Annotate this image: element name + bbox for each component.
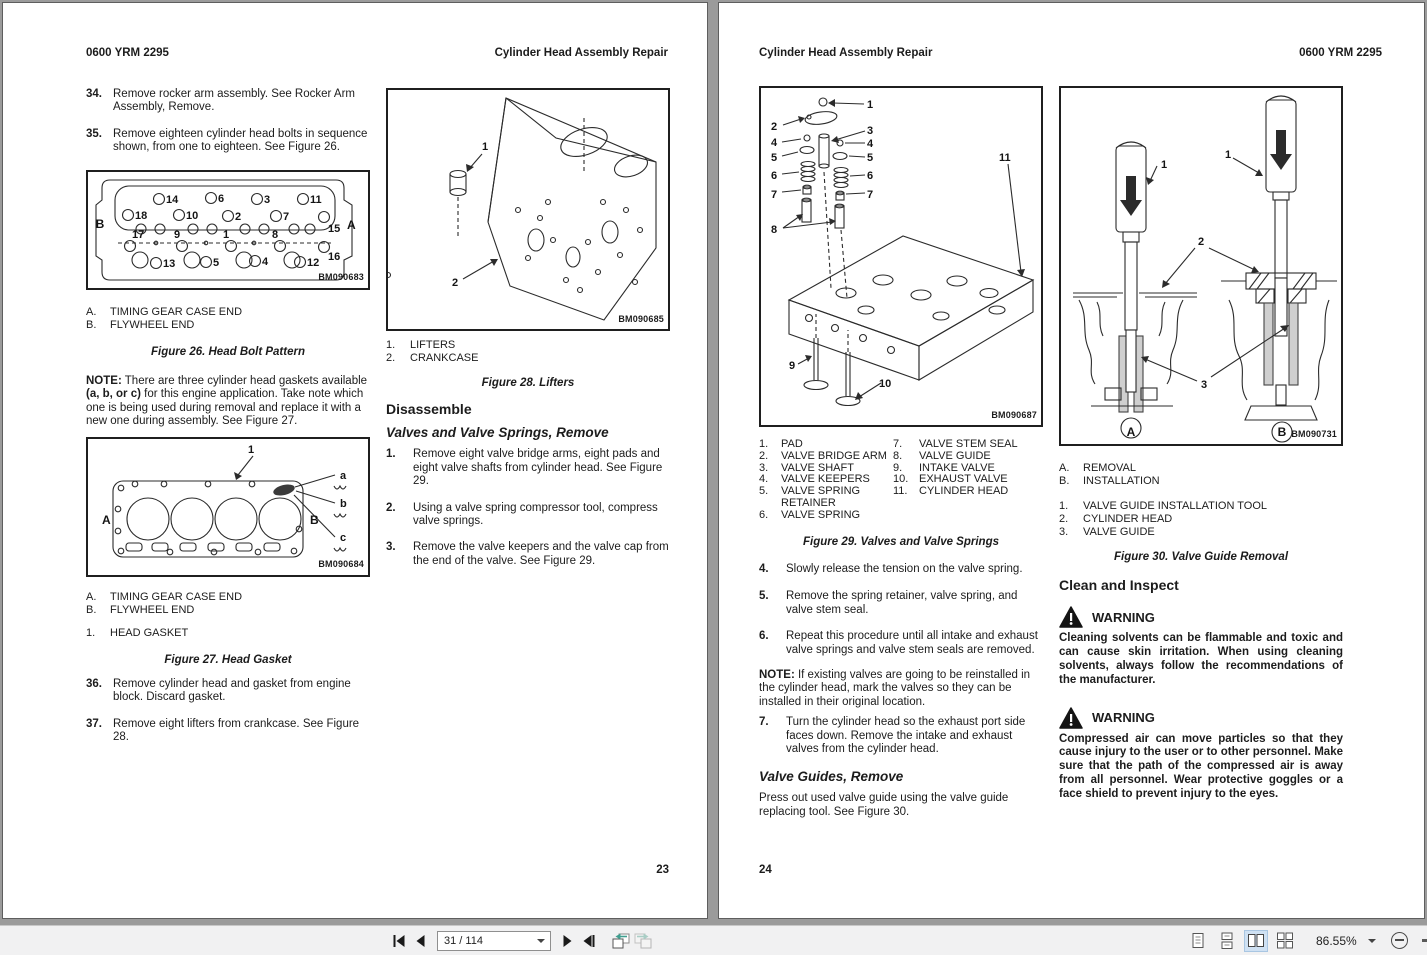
warning-triangle-icon (1059, 707, 1083, 729)
note-text: for this engine application. Take note which one is being used during removal and replace it with a new one during assembly. See Figure 27. (86, 388, 364, 428)
callout-label: 1 (482, 141, 489, 153)
callout-label: 10 (879, 378, 892, 390)
figure-29-valves (759, 86, 1043, 427)
legend-key: B. (1059, 475, 1070, 487)
two-page-continuous-view-button[interactable] (1273, 930, 1297, 952)
callout-label: 9 (789, 360, 796, 372)
step-text: Using a valve spring compressor tool, compress valve springs. (413, 501, 658, 528)
bolt-number: 11 (310, 193, 322, 206)
legend-item (1059, 513, 1343, 526)
bolt-number: 9 (174, 228, 181, 241)
two-page-continuous-view-icon (1276, 932, 1294, 949)
step-7 (759, 716, 1043, 756)
callout-label: 8 (771, 224, 778, 236)
legend-key: A. (86, 590, 97, 603)
warning-triangle-icon (1059, 606, 1083, 628)
legend-item (1059, 500, 1343, 513)
bolt-number: 12 (307, 256, 320, 269)
bolt-number: 3 (264, 193, 271, 206)
zoom-level: 86.55% (1316, 933, 1357, 948)
bolt-number: 2 (235, 210, 242, 223)
flywheel-end-label: B (95, 216, 105, 231)
step-number: 34. (86, 88, 102, 100)
callout-label: 2 (771, 121, 778, 133)
step-text: Remove cylinder head and gasket from engine block. Discard gasket. (113, 678, 351, 704)
callout-label: 1 (1161, 159, 1168, 171)
legend-key: 11. (893, 485, 908, 498)
valve-guide-removal-drawing (1061, 88, 1341, 444)
header-doc-code: 0600 YRM 2295 (86, 47, 169, 59)
legend-item (759, 510, 887, 522)
callout-label: 4 (867, 138, 874, 150)
callout-label: 2 (1198, 236, 1205, 248)
removal-label: A (1126, 425, 1136, 439)
step-text: Remove eight valve bridge arms, eight pads and eight valve shafts from cylinder head. See Figure 29. (413, 448, 663, 488)
figure-30-legend (1059, 500, 1343, 539)
page-number-input[interactable] (438, 935, 530, 947)
bolt-number: 5 (213, 256, 220, 269)
callout-label: 3 (867, 125, 874, 137)
valve-guides-paragraph: Press out used valve guide using the valve guide replacing tool. See Figure 30. (759, 792, 1009, 818)
first-page-button[interactable] (388, 930, 410, 952)
legend-text: PAD (781, 438, 803, 450)
bolt-number: 10 (186, 209, 199, 222)
step-number: 3. (386, 541, 396, 554)
document-page-right (718, 2, 1425, 919)
single-page-view-button[interactable] (1186, 930, 1210, 952)
figure-29-caption: Figure 29. Valves and Valve Springs (802, 535, 999, 548)
legend-key: 3. (1059, 526, 1069, 538)
legend-item (893, 486, 1043, 498)
legend-item (86, 306, 370, 319)
figure-27-head-gasket (86, 437, 370, 577)
note-paragraph (86, 375, 370, 429)
legend-key: 2. (759, 449, 769, 462)
step-text: Remove eight lifters from crankcase. See Figure 28. (113, 717, 360, 744)
legend-key: 5. (759, 485, 769, 498)
legend-key: B. (86, 603, 97, 616)
zoom-out-button[interactable] (1391, 932, 1408, 949)
callout-label: 7 (867, 189, 874, 201)
legend-column-right (893, 439, 1043, 522)
bolt-number: 1 (223, 228, 230, 241)
legend-column-left (759, 439, 887, 522)
callout-label: 1 (248, 443, 255, 456)
bolt-number: 14 (166, 193, 179, 206)
callout-label: 6 (771, 170, 778, 182)
previous-page-button[interactable] (410, 930, 432, 952)
legend-item (386, 352, 670, 365)
subsection-heading-valves: Valves and Valve Springs, Remove (386, 425, 609, 441)
previous-view-button[interactable] (610, 930, 632, 952)
figure-26-head-bolt-pattern (86, 170, 370, 290)
legend-key: B. (86, 318, 97, 331)
figure-27-legend (86, 591, 370, 617)
legend-key: 2. (386, 352, 396, 364)
legend-text: VALVE SHAFT (781, 461, 854, 474)
viewer-toolbar (0, 925, 1427, 955)
legend-text: LIFTERS (410, 339, 456, 351)
legend-key: 10. (893, 473, 909, 486)
step-text: Remove rocker arm assembly. See Rocker Arm Assembly, Remove. (113, 88, 355, 114)
installation-label: B (1277, 425, 1287, 439)
single-page-view-icon (1190, 932, 1206, 949)
step-text: Turn the cylinder head so the exhaust port side faces down. Remove the intake and exhaust valves from the cylinder head. (786, 716, 1026, 756)
section-heading-disassemble: Disassemble (386, 401, 472, 418)
chevron-down-icon[interactable] (537, 939, 545, 943)
view-controls-group (1186, 926, 1427, 955)
legend-text: HEAD GASKET (110, 626, 189, 639)
warning-2-header (1059, 706, 1343, 730)
warning-2-text: Compressed air can move particles so that they cause injury to the user or to other personnel. Make sure that the path of the compressed air is away from all personnel. Wear protective goggles or a face shield to prevent injury to the eyes. (1059, 732, 1343, 800)
note-label: NOTE: (759, 669, 795, 682)
step-number: 37. (86, 717, 102, 730)
callout-label: 4 (771, 137, 778, 149)
figure-code: BM090684 (318, 559, 364, 570)
legend-item (86, 604, 370, 617)
bolt-number: 4 (262, 255, 269, 268)
page-number-combobox[interactable] (437, 931, 551, 951)
legend-text: VALVE BRIDGE ARM (781, 449, 887, 462)
subsection-heading-valve-guides: Valve Guides, Remove (759, 769, 904, 785)
legend-text: VALVE SPRING (781, 508, 861, 521)
legend-text: VALVE GUIDE (1083, 526, 1155, 538)
right-column (1059, 86, 1343, 802)
step-34 (86, 88, 370, 115)
previous-view-icon (611, 932, 631, 949)
legend-key: A. (86, 305, 97, 318)
callout-label: b (340, 497, 347, 510)
header-doc-code: 0600 YRM 2295 (1299, 47, 1382, 59)
bolt-number: 6 (218, 192, 225, 205)
step-number: 2. (386, 501, 396, 514)
callout-label: 1 (1225, 149, 1232, 161)
legend-item (759, 451, 887, 463)
note-text: If existing valves are going to be reinstalled in the cylinder head, mark the valves so they can be installed in their original location. (759, 669, 1031, 708)
legend-text: REMOVAL (1083, 462, 1136, 474)
callout-label: 2 (452, 277, 459, 289)
legend-text: CYLINDER HEAD (1083, 513, 1173, 525)
bolt-number: 17 (132, 228, 145, 241)
first-page-icon (392, 934, 406, 948)
timing-end-label: A (347, 217, 356, 232)
warning-1-text: Cleaning solvents can be flammable and toxic and can cause skin irritation. When using cleaning solvents, always follow the recommendations of the manufacturer. (1059, 632, 1343, 686)
bolt-number: 15 (328, 222, 341, 235)
figure-29-legend (759, 439, 1043, 522)
warning-title: WARNING (1092, 609, 1155, 625)
legend-text: VALVE SPRING RETAINER (781, 485, 861, 509)
legend-text: INSTALLATION (1083, 475, 1160, 487)
continuous-view-button[interactable] (1215, 930, 1239, 952)
legend-key: 1. (759, 438, 769, 450)
callout-label: 3 (1201, 379, 1208, 391)
figure-code: BM090687 (991, 409, 1037, 420)
figure-code: BM090731 (1291, 428, 1337, 439)
bolt-number: 8 (272, 228, 279, 241)
note-label: NOTE: (86, 375, 122, 388)
legend-key: 3. (759, 461, 769, 474)
figure-30-legend-ab (1059, 462, 1343, 488)
zoom-dropdown-caret-icon[interactable] (1368, 939, 1376, 943)
legend-text: INTAKE VALVE (919, 461, 995, 474)
callout-label: 5 (771, 152, 778, 164)
legend-text: EXHAUST VALVE (919, 473, 1008, 486)
legend-item (759, 486, 887, 510)
valves-and-springs-drawing (761, 88, 1041, 425)
bolt-number: 16 (328, 250, 341, 263)
continuous-view-icon (1219, 932, 1235, 949)
last-page-button[interactable] (578, 930, 600, 952)
figure-26-legend (86, 306, 370, 332)
legend-key: 6. (759, 508, 769, 521)
last-page-icon (582, 934, 596, 948)
page-number: 24 (759, 864, 772, 876)
bolt-number: 13 (163, 257, 176, 270)
page-navigation-group (388, 926, 654, 955)
legend-key: 1. (86, 626, 96, 639)
step-number: 5. (759, 590, 769, 603)
legend-text: VALVE KEEPERS (781, 473, 870, 486)
legend-text: VALVE GUIDE INSTALLATION TOOL (1083, 500, 1267, 512)
timing-end-label: A (102, 512, 111, 527)
note-paragraph (759, 669, 1043, 709)
step-number: 35. (86, 127, 102, 140)
step-5 (759, 590, 1043, 617)
step-text: Remove the valve keepers and the valve cap from the end of the valve. See Figure 29. (413, 541, 669, 567)
figure-30-valve-guide-removal (1059, 86, 1343, 446)
previous-page-icon (414, 934, 428, 948)
head-bolt-pattern-drawing (88, 172, 368, 288)
legend-item (86, 591, 370, 604)
warning-title: WARNING (1092, 709, 1155, 725)
step-text: Slowly release the tension on the valve spring. (786, 562, 1023, 575)
next-page-icon (560, 934, 574, 948)
step-35 (86, 128, 370, 155)
page-number: 23 (656, 864, 669, 876)
step-text: Remove eighteen cylinder head bolts in sequence shown, from one to eighteen. See Figure 26. (113, 127, 368, 154)
legend-item (386, 339, 670, 352)
note-bold: (a, b, or c) (86, 388, 141, 401)
legend-key: 1. (1059, 500, 1069, 512)
callout-label: 1 (867, 99, 874, 111)
figure-code: BM090683 (318, 272, 364, 283)
two-page-view-button[interactable] (1244, 930, 1268, 952)
step-number: 7. (759, 716, 769, 729)
header-section-title: Cylinder Head Assembly Repair (494, 47, 668, 59)
callout-label: 7 (771, 189, 778, 201)
legend-key: 4. (759, 473, 769, 486)
step-number: 6. (759, 630, 769, 643)
step-number: 1. (386, 448, 396, 461)
step-3 (386, 541, 670, 568)
step-6 (759, 630, 1043, 657)
right-column (386, 88, 670, 568)
legend-text: TIMING GEAR CASE END (110, 590, 243, 603)
two-page-view-icon (1247, 932, 1265, 949)
legend-text: VALVE GUIDE (919, 449, 991, 462)
legend-item (893, 451, 1043, 463)
legend-text: FLYWHEEL END (110, 318, 195, 331)
figure-26-caption: Figure 26. Head Bolt Pattern (150, 345, 305, 358)
figure-27-item (86, 627, 370, 640)
page-header (759, 47, 1382, 59)
callout-label: 6 (867, 170, 874, 182)
figure-28-caption: Figure 28. Lifters (481, 377, 575, 389)
step-1 (386, 448, 670, 488)
minus-icon (1395, 939, 1404, 941)
step-text: Repeat this procedure until all intake and exhaust valve springs and valve stem seals are removed. (786, 630, 1038, 656)
figure-28-lifters (386, 88, 670, 331)
warning-1-header (1059, 605, 1343, 629)
legend-item (86, 319, 370, 332)
legend-text: CRANKCASE (410, 352, 479, 364)
step-number: 36. (86, 678, 102, 691)
bolt-number: 18 (135, 209, 148, 222)
step-36 (86, 678, 370, 705)
next-view-button[interactable] (632, 930, 654, 952)
callout-label: 5 (867, 152, 874, 164)
figure-30-caption: Figure 30. Valve Guide Removal (1113, 551, 1289, 563)
legend-key: A. (1059, 462, 1070, 474)
section-heading-clean-inspect: Clean and Inspect (1059, 577, 1179, 594)
head-gasket-drawing (88, 439, 368, 575)
left-column (86, 88, 370, 745)
legend-key: 1. (386, 339, 396, 351)
step-text: Remove the spring retainer, valve spring, and valve stem seal. (786, 590, 1018, 616)
step-4 (759, 563, 1043, 576)
next-page-button[interactable] (556, 930, 578, 952)
zoom-slider[interactable] (1422, 939, 1427, 942)
lifters-drawing (388, 90, 666, 329)
legend-key: 2. (1059, 513, 1069, 525)
legend-item (1059, 526, 1343, 539)
flywheel-end-label: B (310, 512, 319, 527)
step-2 (386, 502, 670, 529)
step-number: 4. (759, 562, 769, 575)
legend-text: TIMING GEAR CASE END (110, 305, 243, 318)
figure-27-caption: Figure 27. Head Gasket (164, 653, 292, 666)
callout-label: a (340, 469, 347, 482)
legend-key: 9. (893, 461, 903, 474)
legend-item (1059, 462, 1343, 475)
step-37 (86, 718, 370, 745)
note-text: There are three cylinder head gaskets available (121, 375, 368, 388)
callout-label: c (340, 531, 347, 544)
left-column (759, 86, 1043, 819)
document-page-left (2, 2, 708, 919)
callout-label: 11 (999, 152, 1011, 164)
next-view-icon (633, 932, 653, 949)
legend-text: VALVE STEM SEAL (919, 438, 1018, 450)
figure-28-legend (386, 339, 670, 365)
legend-key: 7. (893, 438, 903, 450)
page-header (86, 47, 668, 59)
figure-code: BM090685 (618, 313, 664, 324)
bolt-number: 7 (283, 210, 290, 223)
legend-key: 8. (893, 449, 903, 462)
legend-text: CYLINDER HEAD (919, 485, 1009, 498)
legend-text: FLYWHEEL END (110, 603, 195, 616)
legend-item (1059, 475, 1343, 488)
header-section-title: Cylinder Head Assembly Repair (759, 47, 933, 59)
